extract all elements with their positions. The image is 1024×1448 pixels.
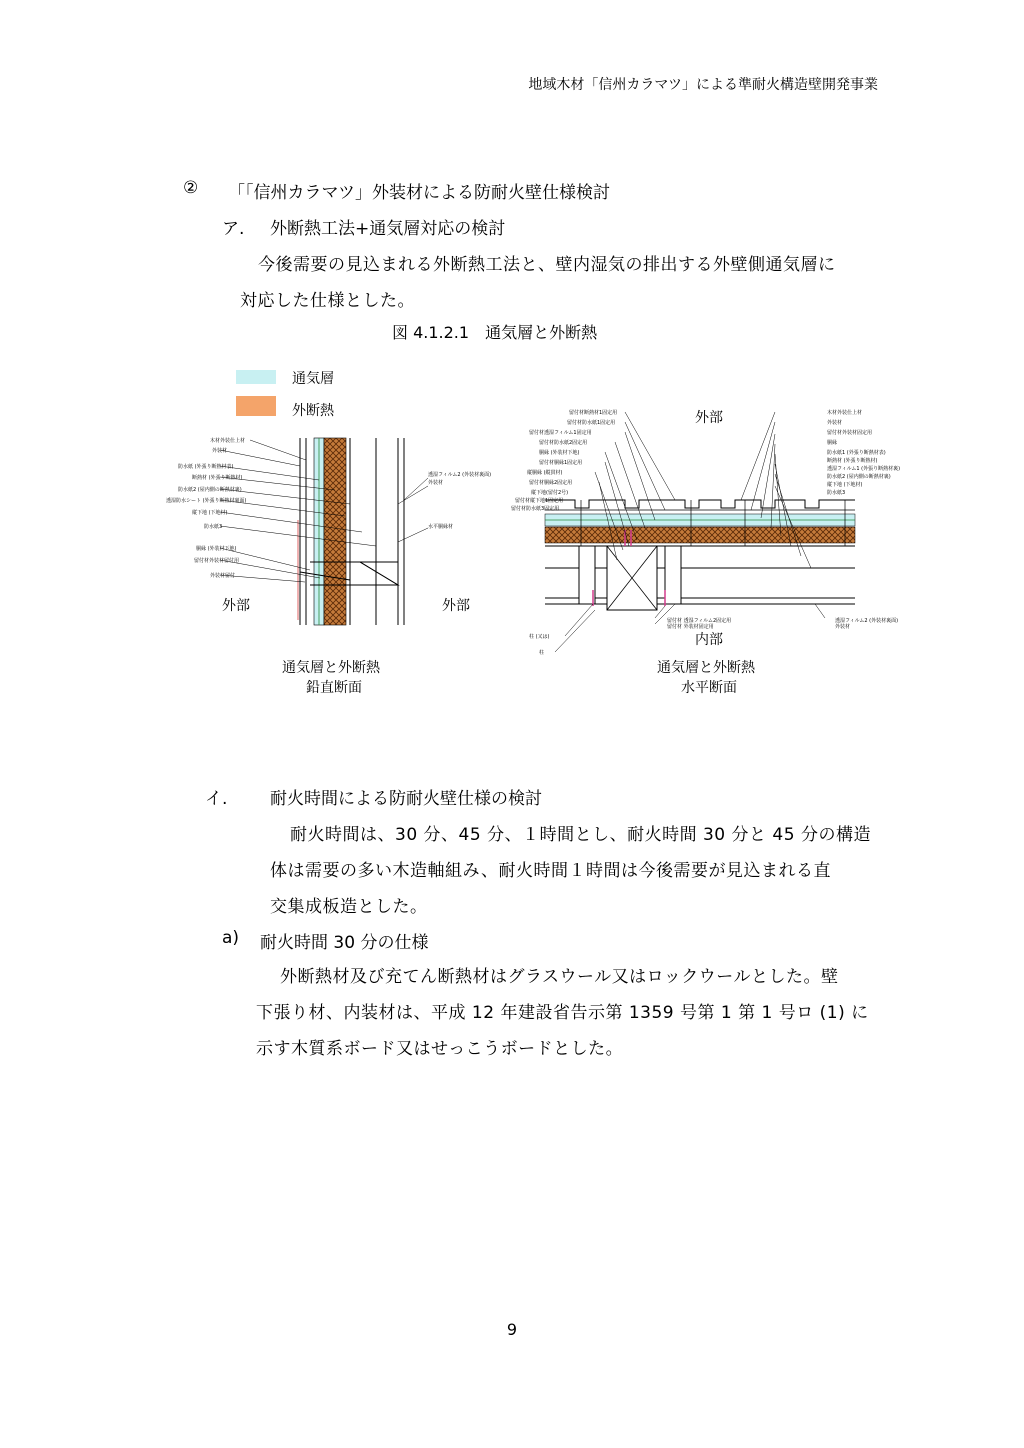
callout: 防水紙3	[827, 490, 846, 496]
section-title: 「「信州カラマツ」外装材による防耐火壁仕様検討	[228, 183, 610, 203]
callout: 留付材外装材固定用	[827, 430, 873, 436]
legend-label-insulation: 外断熱	[292, 403, 334, 419]
horizontal-caption-line2: 水平断面	[681, 680, 737, 696]
callout: 外装材留付	[210, 573, 236, 579]
callout: 透湿フィルム2 (外装材裏面)	[835, 618, 899, 624]
cladding-profile	[545, 500, 855, 508]
callout: 防水紙1 (外張り断熱材表)	[827, 450, 886, 456]
paragraph-line: 下張り材、内装材は、平成 12 年建設省告示第 1359 号第 1 第 1 号ロ (1) に	[256, 1003, 869, 1023]
subsection-a-marker: a)	[222, 928, 240, 948]
callout: 留付材 透湿フィルム2固定用	[667, 618, 732, 624]
callout: 外装材	[428, 480, 444, 486]
horizontal-section-drawing	[505, 400, 915, 710]
paragraph-line: 今後需要の見込まれる外断熱工法と、壁内湿気の排出する外壁側通気層に	[258, 255, 836, 275]
callout: 透湿防水シート (外張り断熱材裏面)	[166, 498, 247, 504]
vertical-caption-line1: 通気層と外断熱	[282, 660, 380, 676]
callout: 留付材 外装材固定用	[667, 624, 714, 630]
callout: 留付材外装材留付用	[194, 558, 240, 564]
callout: 胴縁 (外装材下地)	[196, 546, 237, 552]
section-marker: ②	[183, 178, 199, 198]
callout: 水平胴縁材	[428, 524, 454, 530]
callout: 留付材透湿フィルム1固定用	[529, 430, 592, 436]
callout: 縦下地(留付2号)	[531, 490, 569, 496]
section-i-title: 耐火時間による防耐火壁仕様の検討	[270, 789, 542, 809]
callout: 断熱材 (外張り断熱材)	[827, 458, 878, 464]
section-i-marker: イ.	[205, 789, 228, 809]
callout: 留付材防水紙3固定用	[511, 506, 560, 512]
callout: 外装材	[835, 624, 851, 630]
callout: 防水紙 (外張り断熱材表)	[178, 464, 234, 470]
legend-swatch-insulation	[236, 396, 276, 416]
legend-swatch-ventilation	[236, 370, 276, 384]
callout: 防水紙3	[204, 524, 223, 530]
callout: 防水紙2 (屋内側の断熱材裏)	[827, 474, 891, 480]
paragraph-line: 交集成板造とした。	[270, 897, 428, 917]
subsection-a-title: 耐火時間 30 分の仕様	[260, 933, 429, 953]
callout: 留付材胴縁2固定用	[529, 480, 573, 486]
callout: 縦下地 (下地材)	[827, 482, 863, 488]
callout: 防水紙2 (屋内側の断熱材裏)	[178, 487, 242, 493]
subsection-title: 外断熱工法+通気層対応の検討	[270, 219, 506, 239]
subsection-marker: ア.	[222, 219, 245, 239]
horizontal-bottom-side-label: 内部	[695, 632, 723, 648]
callout: 木材外装仕上材	[210, 438, 246, 444]
callout: 留付材縦下地1固定用	[515, 498, 564, 504]
callout: 外装材	[212, 448, 228, 454]
figure-caption: 図 4.1.2.1 通気層と外断熱	[392, 323, 598, 342]
running-header: 地域木材「信州カラマツ」による準耐火構造壁開発事業	[528, 77, 878, 93]
callout: 胴縁	[827, 440, 838, 446]
callout: 留付材胴縁1固定用	[539, 460, 583, 466]
callout: 断熱材 (外張り断熱材)	[192, 475, 243, 481]
callout: 木材外装仕上材	[827, 410, 863, 416]
callout: 留付材防水紙1固定用	[567, 420, 616, 426]
paragraph-line: 外断熱材及び充てん断熱材はグラスウール又はロックウールとした。壁	[280, 967, 839, 987]
page-number: 9	[506, 1320, 518, 1339]
callout: 透湿フィルム1 (外張り断熱材裏)	[827, 466, 901, 472]
callout: 縦胴縁 (縦貫材)	[527, 470, 563, 476]
horizontal-caption-line1: 通気層と外断熱	[657, 660, 755, 676]
callout: 外装材	[827, 420, 843, 426]
vertical-callouts	[150, 420, 510, 710]
callout: 留付材断熱材1固定用	[569, 410, 618, 416]
callout: 透湿フィルム2 (外装材裏面)	[428, 472, 492, 478]
callout: 柱 (又は)	[529, 634, 550, 640]
vertical-caption-line2: 鉛直断面	[306, 680, 362, 696]
paragraph-line: 対応した仕様とした。	[240, 291, 415, 311]
insulation-layer	[545, 527, 855, 543]
horizontal-top-side-label: 外部	[695, 410, 723, 426]
callout: 柱	[539, 650, 545, 656]
vertical-left-side-label: 外部	[222, 598, 250, 614]
callout: 縦下地 (下地材)	[192, 510, 228, 516]
callout: 留付材防水紙2固定用	[539, 440, 588, 446]
vertical-right-side-label: 外部	[442, 598, 470, 614]
paragraph-line: 耐火時間は、30 分、45 分、１時間とし、耐火時間 30 分と 45 分の構造	[290, 825, 871, 845]
paragraph-line: 示す木質系ボード又はせっこうボードとした。	[256, 1039, 624, 1059]
legend-label-ventilation: 通気層	[292, 371, 334, 387]
callout: 胴縁 (外装材下地)	[539, 450, 580, 456]
paragraph-line: 体は需要の多い木造軸組み、耐火時間１時間は今後需要が見込まれる直	[270, 861, 832, 881]
